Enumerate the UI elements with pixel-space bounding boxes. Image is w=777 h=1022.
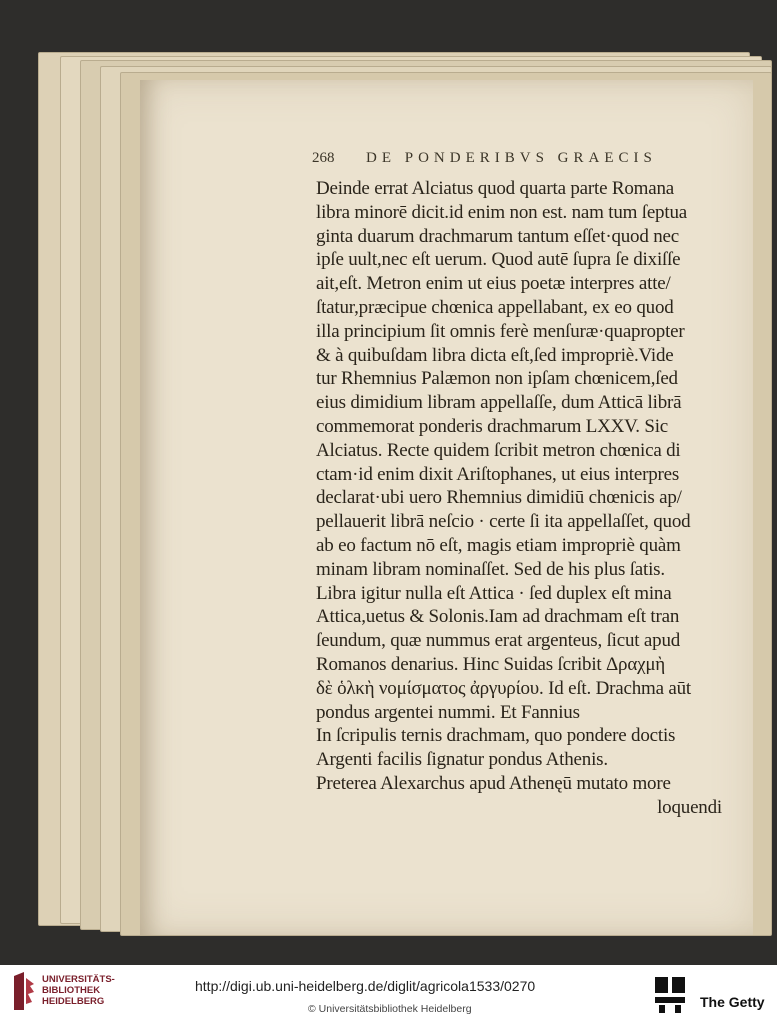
ub-name-line: HEIDELBERG (42, 996, 105, 1007)
text-line: illa principium ſit omnis ferè menſuræ·quapropter (316, 320, 685, 342)
text-line: ginta duarum drachmarum tantum eſſet·quod nec (316, 225, 679, 247)
text-line: Romanos denarius. Hinc Suidas ſcribit Δραχμὴ (316, 654, 666, 675)
text-line: pellauerit librā neſcio · certe ſi ita appellaſſet, quod (316, 511, 691, 533)
text-line: ait,eſt. Metron enim ut eius poetæ interpres atte/ (316, 273, 671, 295)
text-line: & à quibuſdam libra dicta eſt,ſed impropriè.Vide (316, 344, 674, 366)
text-line: Libra igitur nulla eſt Attica · ſed duplex eſt mina (316, 582, 672, 604)
ub-heidelberg-logo-icon (10, 970, 36, 1014)
text-line: ſeundum, quæ nummus erat argenteus, ſicut apud (316, 630, 681, 652)
text-line: ipſe uult,nec eſt uerum. Quod autē ſupra ſe dixiſſe (316, 249, 681, 271)
text-line: Preterea Alexarchus apud Athenęū mutato more (316, 773, 671, 794)
ub-heidelberg-name (42, 974, 115, 1007)
text-line: ſtatur,præcipue chœnica appellabant, ex eo quod (316, 297, 674, 318)
running-head: DE PONDERIBVS GRAECIS (366, 150, 657, 166)
text-line: Deinde errat Alciatus quod quarta parte Romana (316, 178, 674, 199)
page-number: 268 (312, 150, 335, 166)
ub-name-line: UNIVERSITÄTS- (42, 974, 115, 985)
text-line: In ſcripulis ternis drachmam, quo pondere doctis (316, 725, 676, 747)
text-line: tur Rhemnius Palæmon non ipſam chœnicem,ſed (316, 368, 678, 390)
text-line: Argenti facilis ſignatur pondus Athenis. (316, 749, 608, 771)
text-line: δὲ ὁλκὴ νομίσματος ἀργυρίου. Id eſt. Drachma aūt (316, 677, 691, 699)
permalink-url[interactable]: http://digi.ub.uni-heidelberg.de/diglit/agricola1533/0270 (195, 978, 536, 994)
text-line: Attica,uetus & Solonis.Iam ad drachmam eſt tran (316, 606, 680, 628)
text-line: eius dimidium libram appellaſſe, dum Atticā librā (316, 392, 682, 414)
catchword: loquendi (657, 796, 722, 818)
text-line: minam libram nominaſſet. Sed de his plus ſatis. (316, 558, 665, 580)
getty-logo-icon (653, 975, 687, 1015)
getty-name: The Getty (700, 994, 765, 1010)
copyright-notice: © Universitätsbibliothek Heidelberg (308, 1003, 472, 1015)
text-line: pondus argentei nummi. Et Fannius (316, 701, 580, 723)
ub-name-line: BIBLIOTHEK (42, 985, 101, 996)
text-line: declarat·ubi uero Rhemnius dimidiū chœnicis ap/ (316, 487, 682, 509)
text-line: commemorat ponderis drachmarum LXXV. Sic (316, 416, 669, 437)
text-line: libra minorē dicit.id enim non est. nam tum ſeptua (316, 201, 687, 223)
text-line: Alciatus. Recte quidem ſcribit metron chœnica di (316, 439, 681, 461)
text-line: ctam·id enim dixit Ariſtophanes, ut eius interpres (316, 463, 680, 485)
text-line: ab eo factum nō eſt, magis etiam impropriè quàm (316, 535, 681, 556)
